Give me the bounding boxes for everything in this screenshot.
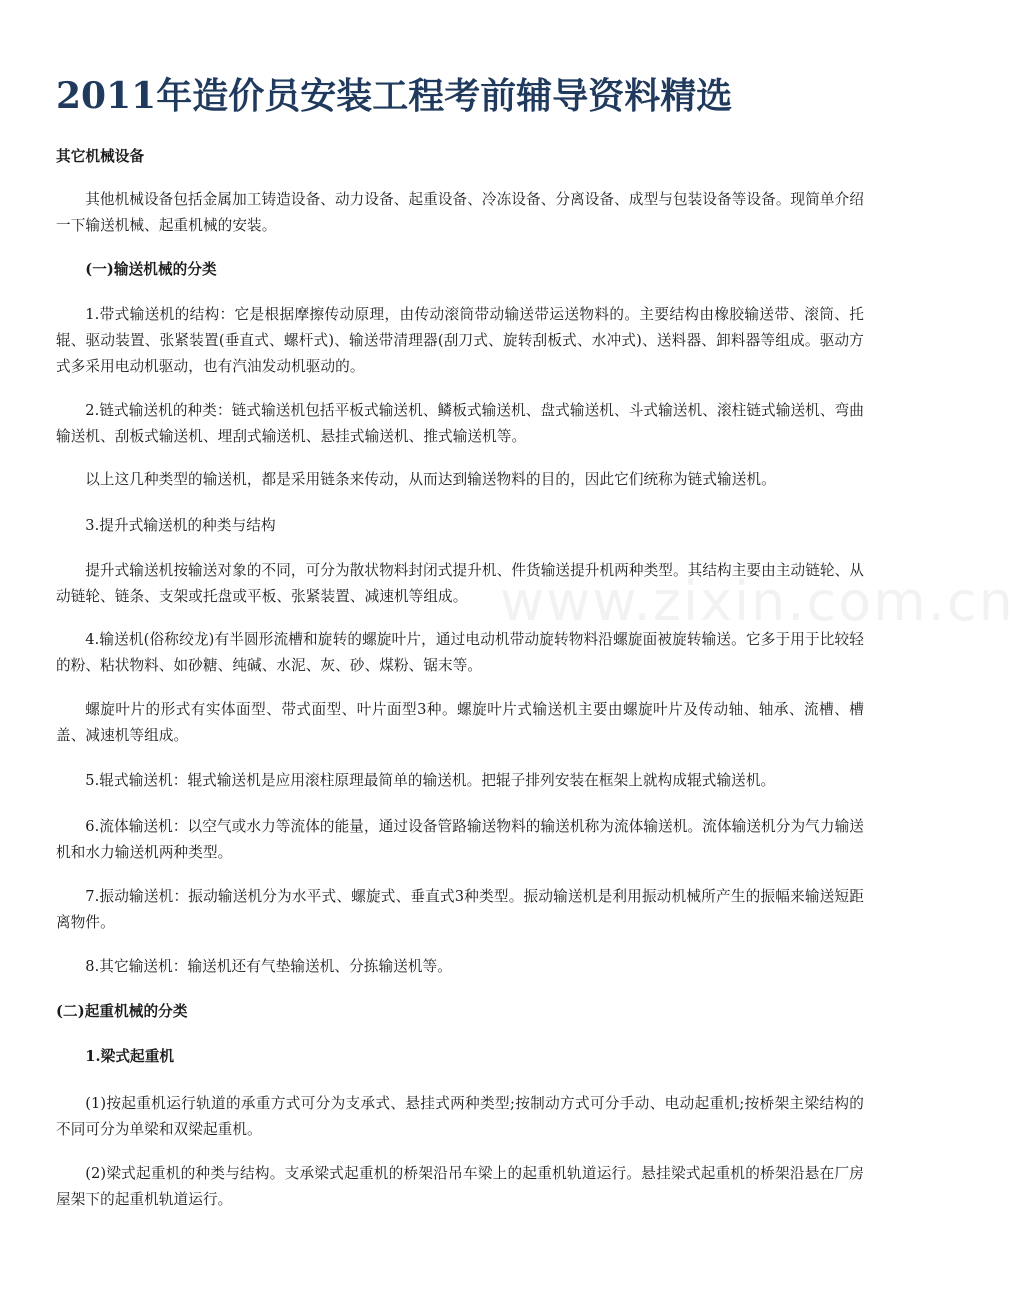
- paragraph-beam-crane-structure: (2)梁式起重机的种类与结构。支承梁式起重机的桥架沿吊车梁上的起重机轨道运行。悬挂梁式起重机的桥架沿悬在厂房屋架下的起重机轨道运行。: [56, 1165, 864, 1208]
- watermark: www.zixin.com.cn: [500, 570, 1015, 633]
- paragraph-lift-conveyor-title: 3.提升式输送机的种类与结构: [85, 517, 276, 534]
- intro-paragraph: 其他机械设备包括金属加工铸造设备、动力设备、起重设备、冷冻设备、分离设备、成型与包装设备等设备。现简单介绍一下输送机械、起重机械的安装。: [56, 191, 864, 234]
- paragraph-chain-summary: 以上这几种类型的输送机，都是采用链条来传动，从而达到输送物料的目的，因此它们统称为链式输送机。: [85, 471, 776, 488]
- paragraph-screw-conveyor: 4.输送机(俗称绞龙)有半圆形流槽和旋转的螺旋叶片，通过电动机带动旋转物料沿螺旋面被旋转输送。它多于用于比较轻的粉、粘状物料、如砂糖、纯碱、水泥、灰、砂、煤粉、锯末等。: [56, 631, 864, 674]
- paragraph-vibration-conveyor: 7.振动输送机：振动输送机分为水平式、螺旋式、垂直式3种类型。振动输送机是利用振动机械所产生的振幅来输送短距离物件。: [56, 888, 864, 931]
- paragraph-beam-crane-classification: (1)按起重机运行轨道的承重方式可分为支承式、悬挂式两种类型;按制动方式可分手动、电动起重机;按桥架主梁结构的不同可分为单梁和双梁起重机。: [56, 1095, 864, 1138]
- subsection-heading-conveyor: (一)输送机械的分类: [85, 261, 217, 278]
- subsection-heading-crane: (二)起重机械的分类: [56, 1003, 188, 1020]
- paragraph-belt-conveyor: 1.带式输送机的结构：它是根据摩擦传动原理，由传动滚筒带动输送带运送物料的。主要结构由橡胶输送带、滚筒、托辊、驱动装置、张紧装置(垂直式、螺杆式)、输送带清理器(刮刀式、旋转刮板式、水冲式)、送料器、卸料器等组成。驱动方式多采用电动机驱动，也有汽油发动机驱动的。: [56, 306, 864, 375]
- paragraph-roller-conveyor: 5.辊式输送机：辊式输送机是应用滚柱原理最简单的输送机。把辊子排列安装在框架上就构成辊式输送机。: [85, 772, 776, 789]
- section-heading: 其它机械设备: [56, 148, 145, 165]
- page-title: 2011年造价员安装工程考前辅导资料精选: [56, 75, 733, 117]
- paragraph-chain-conveyor: 2.链式输送机的种类：链式输送机包括平板式输送机、鳞板式输送机、盘式输送机、斗式输送机、滚柱链式输送机、弯曲输送机、刮板式输送机、埋刮式输送机、悬挂式输送机、推式输送机等。: [56, 402, 864, 445]
- paragraph-other-conveyor: 8.其它输送机：输送机还有气垫输送机、分拣输送机等。: [85, 958, 452, 975]
- paragraph-lift-conveyor: 提升式输送机按输送对象的不同，可分为散状物料封闭式提升机、件货输送提升机两种类型。其结构主要由主动链轮、从动链轮、链条、支架或托盘或平板、张紧装置、减速机等组成。: [56, 562, 864, 605]
- subsection-heading-beam-crane: 1.梁式起重机: [85, 1048, 175, 1065]
- paragraph-fluid-conveyor: 6.流体输送机：以空气或水力等流体的能量，通过设备管路输送物料的输送机称为流体输送机。流体输送机分为气力输送机和水力输送机两种类型。: [56, 818, 864, 861]
- paragraph-screw-blade: 螺旋叶片的形式有实体面型、带式面型、叶片面型3种。螺旋叶片式输送机主要由螺旋叶片及传动轴、轴承、流槽、槽盖、减速机等组成。: [56, 701, 864, 744]
